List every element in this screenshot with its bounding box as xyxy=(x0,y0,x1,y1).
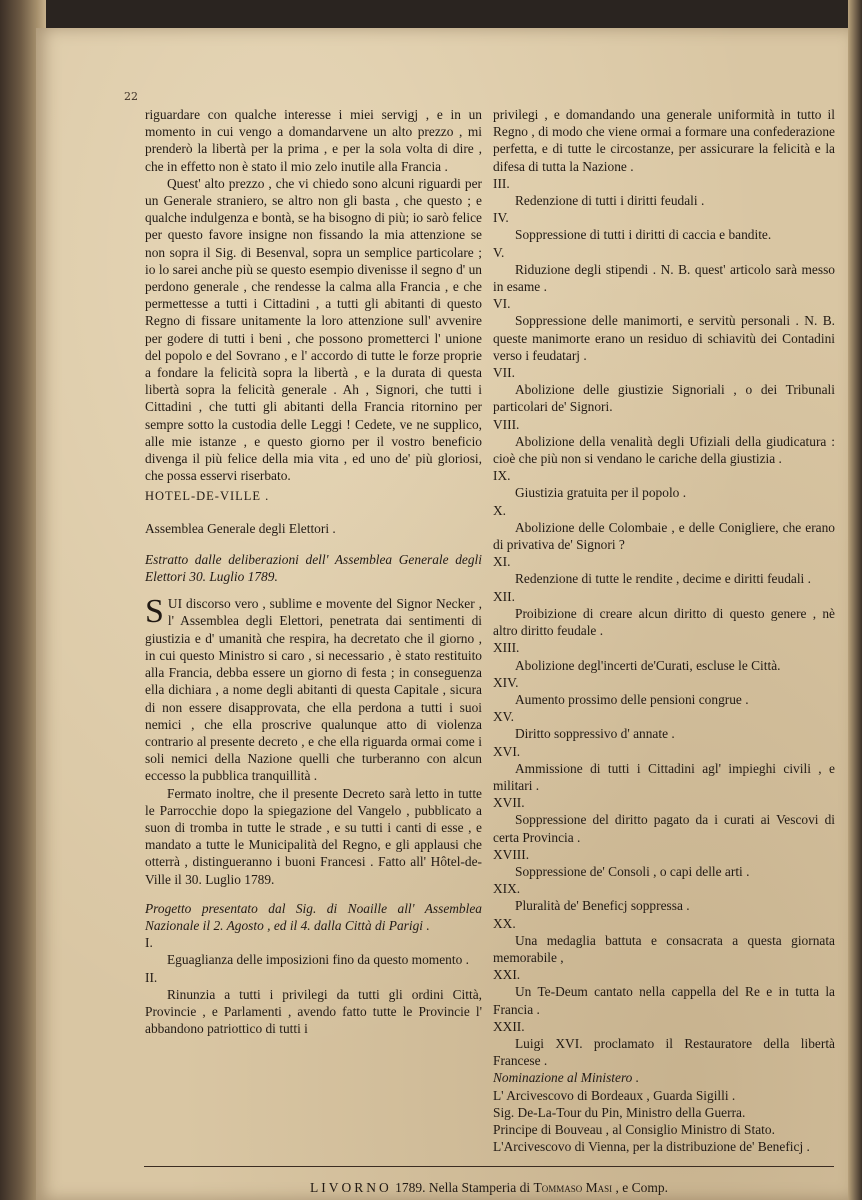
article-text: Eguaglianza delle imposizioni fino da questo momento . xyxy=(167,952,469,968)
paragraph-text: UI discorso vero , sublime e movente del Signor Necker , l' Assemblea degli Elettori, penetrata dai sentimenti di giustizia e d' umanità che respira, ha decretato che il giorno , in cui questo Ministro si caro , si necessario , è stato restituito alla Francia, debba essere un giorno di festa ; in conseguenza ella dichiara , a nome degli abitanti di questa Capitale , sicura di non essere disapprovata, che ella perdona a tutti i suoi nemici , che ella proscrive qualunque atto di violenza contrario al presente decreto , e che ella riguarda ormai come i soli nemici della Nazione quelli che turberanno con alcun eccesso la pubblica tranquillità . xyxy=(145,596,482,784)
nomination-item: Principe di Bouveau , al Consiglio Ministro di Stato. xyxy=(493,1121,775,1137)
footer-rule xyxy=(144,1166,834,1167)
article-list xyxy=(493,175,835,1070)
article-text: Redenzione di tutti i diritti feudali . xyxy=(515,193,705,209)
article-number: XIX. xyxy=(493,881,521,897)
article-text: Ammissione di tutti i Cittadini agl' impieghi civili , e militari . xyxy=(493,760,835,793)
article-number: XX. xyxy=(493,915,516,931)
article-number: XIV. xyxy=(493,674,519,690)
article-number: XXI. xyxy=(493,967,521,983)
article-text: Abolizione delle giustizie Signoriali , o dei Tribunali particolari de' Signori. xyxy=(493,382,835,415)
extract-heading: Estratto dalle deliberazioni dell' Assemblea Generale degli Elettori 30. Luglio 1789. xyxy=(145,551,482,585)
article-text: Luigi XVI. proclamato il Restauratore della libertà Francese . xyxy=(493,1035,835,1069)
section-heading: HOTEL-DE-VILLE . xyxy=(145,489,270,504)
paragraph: Fermato inoltre, che il presente Decreto sarà letto in tutte le Parrocchie dopo la spiegazione del Vangelo , pubblicato a suon di tromba in tutte le strade , e su tutti i canti di esse , e mandato a tutte le Municipalità del Regno, e gli applausi che otterrà , distingueranno i buoni Francesi . Fatto all' Hôtel-de-Ville il 30. Luglio 1789. xyxy=(145,785,482,887)
nomination-item: L'Arcivescovo di Vienna, per la distribuzione de' Beneficj . xyxy=(493,1139,810,1155)
article-text: Proibizione di creare alcun diritto di questo genere , nè altro diritto feudale . xyxy=(493,605,835,639)
page-number: 22 xyxy=(124,90,138,103)
section-subheading: Assemblea Generale degli Elettori . xyxy=(145,520,336,536)
article-number: X. xyxy=(493,502,507,518)
article-text: Soppressione del diritto pagato da i curati ai Vescovi di certa Provincia . xyxy=(493,812,835,845)
imprint xyxy=(144,1180,834,1196)
article-number: III. xyxy=(493,175,510,191)
article-text: Un Te-Deum cantato nella cappella del Re e in tutta la Francia . xyxy=(493,984,835,1017)
document-page xyxy=(36,28,848,1200)
article-text: Abolizione della venalità degli Ufiziali della giudicatura : cioè che più non si vendano le cariche della giustizia . xyxy=(493,433,835,467)
article-number: XVI. xyxy=(493,743,521,759)
article-text: Redenzione di tutte le rendite , decime e diritti feudali . xyxy=(515,571,811,587)
nomination-item: L' Arcivescovo di Bordeaux , Guarda Sigilli . xyxy=(493,1087,736,1103)
imprint-text: 1789. Nella Stamperia di xyxy=(395,1180,531,1195)
imprint-company: , e Comp. xyxy=(615,1180,668,1195)
article-text: Pluralità de' Beneficj soppressa . xyxy=(515,898,690,914)
left-column xyxy=(145,106,482,1037)
article-text: Soppressione delle manimorti, e servitù personali . N. B. queste manimorte erano un residuo di schiavitù dei Contadini verso i feudatarj . xyxy=(493,313,835,363)
article-number: VII. xyxy=(493,365,515,381)
drop-cap: S xyxy=(145,593,164,631)
article-number: IV. xyxy=(493,210,509,226)
paragraph-with-dropcap xyxy=(145,595,482,784)
article-number: XVII. xyxy=(493,795,525,811)
nomination-heading: Nominazione al Ministero . xyxy=(493,1070,640,1086)
article-text: Rinunzia a tutti i privilegi da tutti gli ordini Città, Provincie , e Parlamenti , avendo fatto tutte le Provincie l' abbandono patriottico di tutti i xyxy=(145,986,482,1037)
imprint-printer: Tommaso Masi xyxy=(533,1180,613,1195)
article-text: Giustizia gratuita per il popolo . xyxy=(515,485,687,501)
paragraph: privilegi , e domandando una generale uniformità in tutto il Regno , di modo che viene ormai a formare una confederazione perfetta, e di tutte le circostanze, per assicurare la felicità e la difesa di tutta la Nazione . xyxy=(493,107,835,174)
article-text: Abolizione degl'incerti de'Curati, escluse le Città. xyxy=(515,657,781,673)
article-number: XII. xyxy=(493,588,515,604)
article-number: VIII. xyxy=(493,416,520,432)
paragraph: riguardare con qualche interesse i miei servigj , e in un momento in cui vengo a domandarvene un alto prezzo , mi prenderò la libertà per la prima , e per la sola volta di dire , che in effetto non è stato il mio zelo inutile alla Francia . xyxy=(145,107,482,174)
article-text: Abolizione delle Colombaie , e delle Conigliere, che erano di privativa de' Signori ? xyxy=(493,519,835,553)
paragraph: Quest' alto prezzo , che vi chiedo sono alcuni riguardi per un Generale straniero, se altro non gli basta , che questo ; e qualche indulgenza e bontà, se ha bisogno di più; io sarò felice per questo favore insigne non fissando la mia attenzione se non sopra il Sig. di Besenval, sopra un semplice particolare ; io lo sarei anche più se questo esempio divenisse il segno d' un perdono generale , che rendesse la calma alla Francia , e che permettesse a tutti i Cittadini , a tutti gli abitanti di questo Regno di fissare unitamente la loro attenzione sull' avvenire per godere di tutti i beni , che possono prometterci l' unione del popolo e del Sovrano , e l' accordo di tutte le forze proprie a fondare la felicità sopra la libertà , e la durata di questa libertà sopra la felicità generale . Ah , Signori, che tutti i Cittadini , che tutti gli abitanti della Francia ritornino per sempre sotto la custodia delle Leggi ! Cedete, ve ne supplico, alle mie istanze , e questo giorno per il vostro beneficio divenga il più felice della mia vita , ed uno de' più gloriosi, che possa esservi riserbato. xyxy=(145,175,482,484)
article-number: XVIII. xyxy=(493,846,530,862)
article-text: Diritto soppressivo d' annate . xyxy=(515,726,675,742)
page-edge xyxy=(848,0,862,1200)
article-number: I. xyxy=(145,935,153,951)
article-text: Soppressione di tutti i diritti di caccia e bandite. xyxy=(515,227,772,243)
article-text: Riduzione degli stipendi . N. B. quest' articolo sarà messo in esame . xyxy=(493,261,835,295)
article-number: V. xyxy=(493,244,505,260)
article-number: XV. xyxy=(493,709,514,725)
article-text: Aumento prossimo delle pensioni congrue . xyxy=(515,691,749,707)
article-number: XXII. xyxy=(493,1018,525,1034)
project-heading: Progetto presentato dal Sig. di Noaille all' Assemblea Nazionale il 2. Agosto , ed il 4. dalla Città di Parigi . xyxy=(145,900,482,933)
article-number: II. xyxy=(145,969,158,985)
article-text: Una medaglia battuta e consacrata a questa giornata memorabile , xyxy=(493,932,835,965)
article-number: XI. xyxy=(493,554,511,570)
article-number: VI. xyxy=(493,296,511,312)
article-number: IX. xyxy=(493,468,511,484)
nomination-list xyxy=(493,1087,835,1156)
right-column xyxy=(493,106,835,1155)
imprint-city: LIVORNO xyxy=(310,1180,392,1195)
article-number: XIII. xyxy=(493,640,520,656)
article-text: Soppressione de' Consoli , o capi delle arti . xyxy=(515,863,750,879)
nomination-item: Sig. De-La-Tour du Pin, Ministro della Guerra. xyxy=(493,1104,746,1120)
